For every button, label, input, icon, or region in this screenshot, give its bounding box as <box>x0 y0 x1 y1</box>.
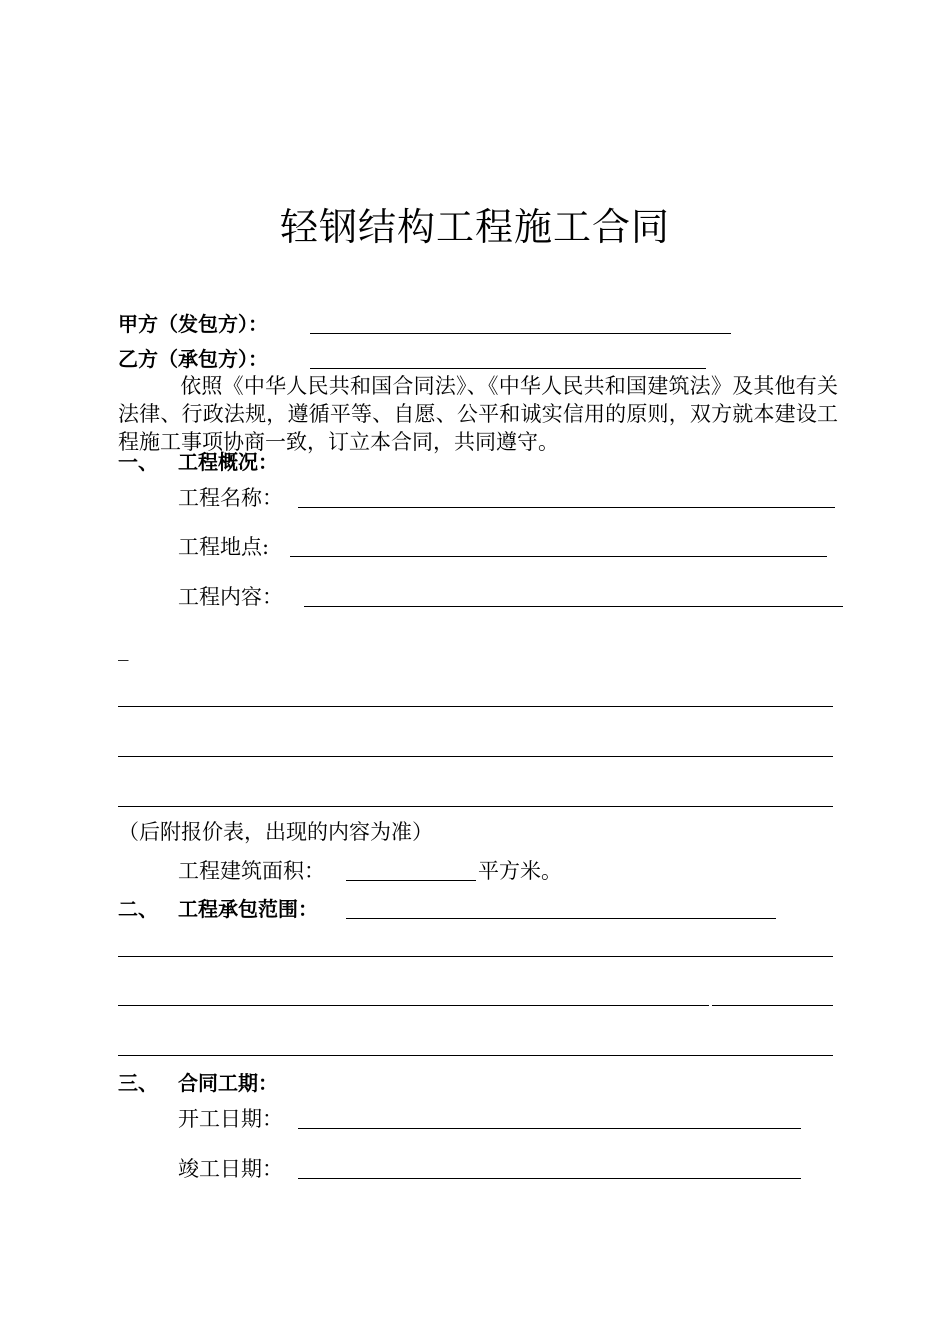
scope-line-2b[interactable] <box>712 1005 833 1006</box>
page-title: 轻钢结构工程施工合同 <box>279 205 670 249</box>
party-b-label: 乙方（承包方）： <box>118 347 268 371</box>
project-name-field[interactable] <box>298 507 835 508</box>
content-line-3[interactable] <box>118 806 833 807</box>
party-b-field[interactable] <box>310 368 706 369</box>
start-date-label: 开工日期： <box>178 1107 283 1131</box>
end-date-field[interactable] <box>298 1178 801 1179</box>
area-unit: 平方米。 <box>478 859 562 883</box>
preamble-paragraph <box>118 372 838 456</box>
scope-line-1[interactable] <box>118 956 833 957</box>
project-location-label: 工程地点: <box>178 535 270 559</box>
scope-line-3[interactable] <box>118 1055 833 1056</box>
content-continuation-dash: _ <box>118 637 129 661</box>
section-1-number: 一、 <box>118 450 158 474</box>
scope-field[interactable] <box>346 918 776 919</box>
area-label: 工程建筑面积： <box>178 859 325 883</box>
section-2-heading: 工程承包范围： <box>178 897 318 921</box>
preamble-text: 依照《中华人民共和国合同法》、《中华人民共和国建筑法》及其他有关法律、行政法规，遵循平等、自愿、公平和诚实信用的原则，双方就本建设工程施工事项协商一致，订立本合同，共同遵守。 <box>118 374 838 454</box>
project-content-label: 工程内容： <box>178 585 283 609</box>
party-a-label: 甲方（发包方）： <box>118 312 268 336</box>
start-date-field[interactable] <box>298 1128 801 1129</box>
section-3-heading: 合同工期： <box>178 1071 278 1095</box>
party-a-field[interactable] <box>310 333 731 334</box>
content-line-1[interactable] <box>118 706 833 707</box>
content-line-2[interactable] <box>118 756 833 757</box>
end-date-label: 竣工日期： <box>178 1157 283 1181</box>
project-location-field[interactable] <box>290 556 827 557</box>
scope-line-2a[interactable] <box>118 1005 709 1006</box>
project-name-label: 工程名称： <box>178 486 283 510</box>
section-2-number: 二、 <box>118 897 158 921</box>
section-3-number: 三、 <box>118 1071 158 1095</box>
attachment-note: （后附报价表，出现的内容为准） <box>118 820 433 844</box>
section-1-heading: 工程概况： <box>178 450 278 474</box>
area-field[interactable] <box>346 880 476 881</box>
project-content-field[interactable] <box>304 606 843 607</box>
